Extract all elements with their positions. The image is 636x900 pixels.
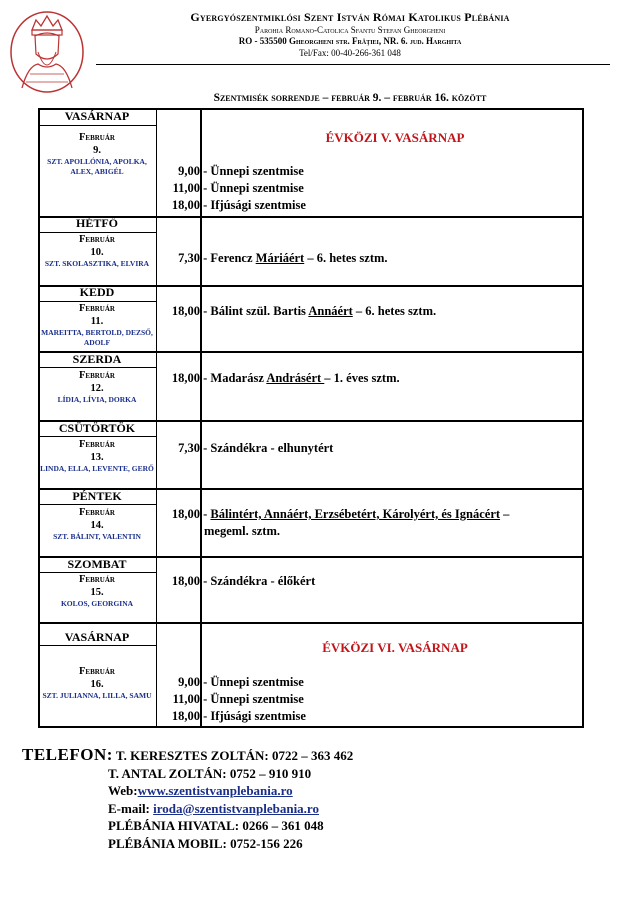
day-month: Február [79,370,115,381]
mass-text: - Szándékra - élőkért [203,574,316,588]
day-name: KEDD [79,285,115,299]
mass-entry [160,691,580,708]
day-number: 16. [90,678,104,690]
day-date-block [38,574,156,609]
mass-entry [160,163,580,180]
day-date-block [38,234,156,269]
day-number: 15. [90,586,104,598]
header-divider [96,64,610,65]
mass-time: 18,00 [171,574,200,588]
mass-text-cont: megeml. sztm. [204,524,281,538]
day-saints: LÍDIA, LÍVIA, DORKA [57,395,137,405]
day-number: 10. [90,246,104,258]
day-month: Február [79,507,115,518]
day-saints: SZT. JULIANNA, LILLA, SAMU [42,691,152,701]
contact-phone-2: T. ANTAL ZOLTÁN: 0752 – 910 910 [108,765,312,781]
mass-time: 9,00 [178,164,200,178]
day-date-block [38,666,156,701]
mass-intention-name: Annáért [308,304,353,318]
mass-time: 18,00 [171,507,200,521]
mass-time: 18,00 [171,198,200,212]
mass-intention-name: Máriáért [255,251,305,265]
day-date-block [38,132,156,176]
email-label: E-mail: [108,800,154,816]
mass-entry [160,708,580,725]
mass-text: - Szándékra - elhunytért [203,441,334,455]
day-name: VASÁRNAP [64,630,130,644]
day-saints: SZT. BÁLINT, VALENTIN [53,532,141,542]
parish-phone: Tel/Fax: 00-40-266-361 048 [299,47,401,58]
mass-text-post: – 6. hetes sztm. [304,251,388,265]
day-number: 12. [90,382,104,394]
website-link[interactable]: www.szentistvanplebania.ro [137,783,293,798]
mass-time: 7,30 [178,441,200,455]
day-number: 13. [90,451,104,463]
mass-entry [160,370,580,387]
mass-intention-name: Andrásért [266,371,325,385]
mass-entry [160,180,580,197]
day-date-block [38,303,156,347]
contact-block [22,746,353,852]
mass-entry [160,506,580,540]
day-saints: LINDA, ELLA, LEVENTE, GERŐ [40,464,154,474]
mass-text: - Ünnepi szentmise [203,675,304,689]
mass-text-post: – 1. éves sztm. [324,371,400,385]
mass-text: - Ünnepi szentmise [203,164,304,178]
mass-text: - Ifjúsági szentmise [203,709,306,723]
day-name: SZERDA [72,352,122,366]
mass-time: 7,30 [178,251,200,265]
mass-list [160,163,580,214]
parish-name-ro: Parohia Romano-Catolica Sfantu Stefan Gheorgheni [254,25,446,35]
day-month: Február [79,666,115,677]
schedule-title: Szentmisék sorrendje – február 9. – február 16. között [213,92,487,104]
mass-text-pre: - Madarász [203,371,267,385]
office-phone: PLÉBÁNIA HIVATAL: 0266 – 361 048 [108,818,324,833]
mass-entry [160,303,580,320]
parish-address: RO - 535500 Gheorgheni str. Frăţiei, NR. 6. jud. Harghita [238,36,462,47]
mass-text: - Ünnepi szentmise [203,692,304,706]
mass-entry [160,250,580,267]
mass-time: 18,00 [171,371,200,385]
mass-text: - Ünnepi szentmise [203,181,304,195]
mass-entry [160,674,580,691]
contact-label: TELEFON: [22,745,113,764]
day-month: Február [79,574,115,585]
day-month: Február [79,303,115,314]
day-name: VASÁRNAP [64,109,130,123]
day-date-block [38,507,156,542]
day-saints: KOLOS, GEORGINA [60,599,134,609]
mass-text-post: – [500,507,510,521]
day-saints: SZT. APOLLÓNIA, APOLKA, ALEX, ABIGÉL [47,157,147,176]
parish-logo [8,8,86,94]
mobile-phone: PLÉBÁNIA MOBIL: 0752-156 226 [108,835,303,851]
day-month: Február [79,132,115,143]
day-number: 14. [90,519,104,531]
mass-list [160,674,580,725]
mass-entry [160,440,580,457]
day-saints: SZT. SKOLASZTIKA, ELVIRA [44,259,150,269]
day-month: Február [79,439,115,450]
day-number: 9. [93,144,101,156]
feast-title: ÉVKÖZI VI. VASÁRNAP [322,640,468,655]
day-saints: MAREITTA, BERTOLD, DEZSŐ, ADOLF [41,328,153,347]
feast-title: ÉVKÖZI V. VASÁRNAP [325,130,465,145]
day-name: SZOMBAT [67,557,127,571]
mass-entry [160,197,580,214]
parish-header [100,10,600,59]
mass-time: 11,00 [172,181,200,195]
mass-intention-name: Bálintért, Annáért, Erzsébetért, Károlyért, és Ignácért [210,507,501,521]
parish-name-hu: Gyergyószentmiklósi Szent István Római Katolikus Plébánia [190,10,510,24]
mass-time: 9,00 [178,675,200,689]
day-month: Február [79,234,115,245]
day-name: HÉTFŐ [75,216,118,230]
day-name: CSÜTÖRTÖK [58,421,136,435]
web-label: Web: [108,783,138,798]
mass-time: 18,00 [171,709,200,723]
day-date-block [38,370,156,405]
day-date-block [38,439,156,474]
mass-time: 18,00 [171,304,200,318]
day-number: 11. [90,315,104,327]
mass-text-pre: - [203,507,211,521]
mass-text-pre: - Bálint szül. Bartis [203,304,309,318]
email-link[interactable]: iroda@szentistvanplebania.ro [153,800,319,816]
mass-time: 11,00 [172,692,200,706]
contact-phone-1: T. KERESZTES ZOLTÁN: 0722 – 363 462 [115,748,354,763]
mass-text-pre: - Ferencz [203,251,256,265]
mass-entry [160,573,580,590]
day-name: PÉNTEK [72,489,122,503]
mass-text: - Ifjúsági szentmise [203,198,306,212]
mass-text-post: – 6. hetes sztm. [352,304,437,318]
